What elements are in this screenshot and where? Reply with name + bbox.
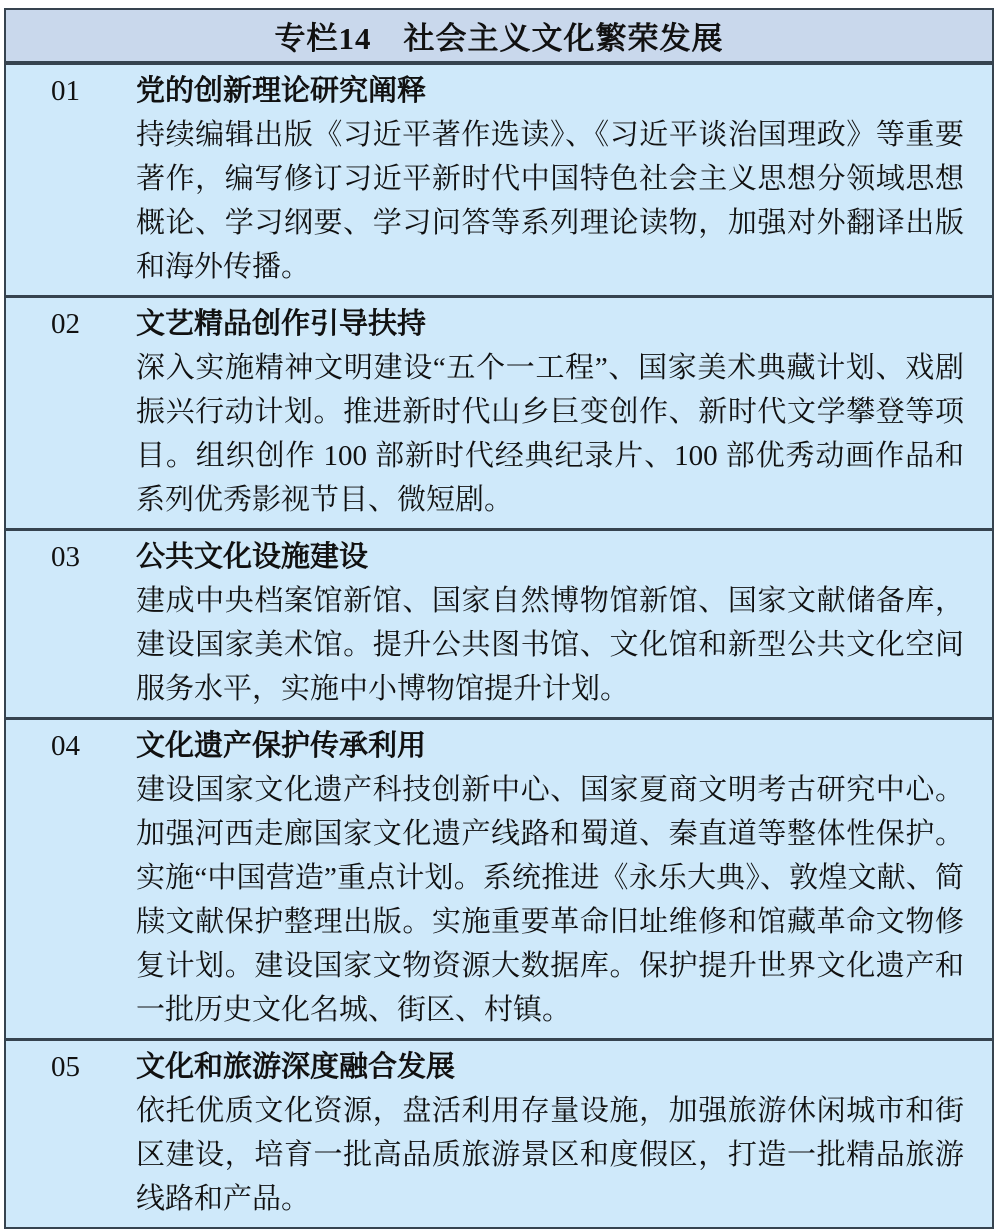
section-body-text: 深入实施精神文明建设“五个一工程”、国家美术典藏计划、戏剧振兴行动计划。推进新时代山乡巨变创作、新时代文学攀登等项目。组织创作 100 部新时代经典纪录片、100 部优秀动画作品和系列优秀影视节目、微短剧。 <box>136 352 964 516</box>
section-body-text: 依托优质文化资源，盘活利用存量设施，加强旅游休闲城市和街区建设，培育一批高品质旅游景区和度假区，打造一批精品旅游线路和产品。 <box>136 1095 964 1215</box>
section-heading: 文艺精品创作引导扶持 <box>136 308 427 340</box>
section-row-05 <box>6 1038 992 1227</box>
section-content <box>136 69 992 289</box>
section-heading: 文化遗产保护传承利用 <box>136 730 427 762</box>
section-content <box>136 724 992 1032</box>
column-box-panel <box>4 8 994 1229</box>
section-body-text: 持续编辑出版《习近平著作选读》、《习近平谈治国理政》等重要著作，编写修订习近平新时代中国特色社会主义思想分领域思想概论、学习纲要、学习问答等系列理论读物，加强对外翻译出版和海外传播。 <box>136 119 964 283</box>
section-heading: 文化和旅游深度融合发展 <box>136 1051 456 1083</box>
section-number: 02 <box>51 308 80 340</box>
section-body-text: 建成中央档案馆新馆、国家自然博物馆新馆、国家文献储备库，建设国家美术馆。提升公共图书馆、文化馆和新型公共文化空间服务水平，实施中小博物馆提升计划。 <box>136 585 964 705</box>
section-number: 03 <box>51 541 80 573</box>
section-number: 04 <box>51 730 80 762</box>
section-heading: 党的创新理论研究阐释 <box>136 75 427 107</box>
section-content <box>136 535 992 711</box>
section-number: 01 <box>51 75 80 107</box>
section-row-02 <box>6 295 992 528</box>
section-number: 05 <box>51 1051 80 1083</box>
section-row-01 <box>6 65 992 295</box>
section-row-04 <box>6 717 992 1038</box>
section-content <box>136 1045 992 1221</box>
section-heading: 公共文化设施建设 <box>136 541 369 573</box>
section-body-text: 建设国家文化遗产科技创新中心、国家夏商文明考古研究中心。加强河西走廊国家文化遗产线路和蜀道、秦直道等整体性保护。实施“中国营造”重点计划。系统推进《永乐大典》、敦煌文献、简牍文献保护整理出版。实施重要革命旧址维修和馆藏革命文物修复计划。建设国家文物资源大数据库。保护提升世界文化遗产和一批历史文化名城、街区、村镇。 <box>136 774 964 1026</box>
panel-title: 专栏14 社会主义文化繁荣发展 <box>6 10 992 65</box>
section-row-03 <box>6 528 992 717</box>
section-content <box>136 302 992 522</box>
